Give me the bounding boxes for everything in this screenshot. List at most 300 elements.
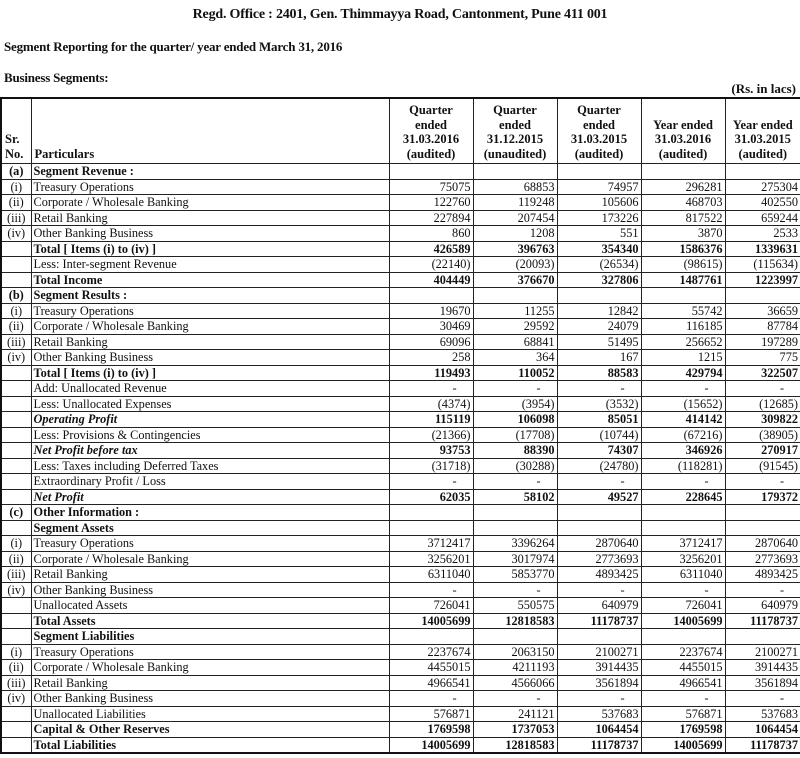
row-value-col-3: 85051 bbox=[557, 412, 641, 428]
row-value-col-1 bbox=[389, 164, 473, 180]
column-header-sr-no bbox=[1, 98, 31, 164]
row-value-col-1: 2237674 bbox=[389, 644, 473, 660]
row-value-col-3: (10744) bbox=[557, 427, 641, 443]
row-sr-no bbox=[1, 241, 31, 257]
row-value-col-3: 327806 bbox=[557, 272, 641, 288]
row-value-col-1: (22140) bbox=[389, 257, 473, 273]
section-subtitle: Business Segments: bbox=[4, 70, 109, 85]
row-value-col-1: 6311040 bbox=[389, 567, 473, 583]
table-row bbox=[1, 288, 800, 304]
row-value-col-1: 426589 bbox=[389, 241, 473, 257]
row-value-col-2: 207454 bbox=[473, 210, 557, 226]
table-row bbox=[1, 613, 800, 629]
row-sr-no: (iv) bbox=[1, 226, 31, 242]
row-value-col-5: 402550 bbox=[725, 195, 800, 211]
row-value-col-4: 2237674 bbox=[641, 644, 725, 660]
row-value-col-4 bbox=[641, 381, 725, 397]
row-sr-no bbox=[1, 629, 31, 645]
row-value-col-1: 258 bbox=[389, 350, 473, 366]
row-particulars: Add: Unallocated Revenue bbox=[31, 381, 389, 397]
row-sr-no: (iv) bbox=[1, 582, 31, 598]
row-value-col-4: 4455015 bbox=[641, 660, 725, 676]
row-value-col-3: 640979 bbox=[557, 598, 641, 614]
row-particulars: Other Information : bbox=[31, 505, 389, 521]
nil-dash: - bbox=[704, 381, 709, 396]
row-value-col-1: 14005699 bbox=[389, 737, 473, 753]
table-row bbox=[1, 505, 800, 521]
row-sr-no: (iv) bbox=[1, 350, 31, 366]
row-particulars: Corporate / Wholesale Banking bbox=[31, 195, 389, 211]
header-line: 31.03.2015 bbox=[734, 132, 791, 146]
table-row bbox=[1, 381, 800, 397]
header-line: Year ended bbox=[653, 117, 713, 132]
row-value-col-5: 2870640 bbox=[725, 536, 800, 552]
row-particulars: Other Banking Business bbox=[31, 226, 389, 242]
column-header-y-31-03-2016 bbox=[641, 98, 725, 164]
row-value-col-2: 376670 bbox=[473, 272, 557, 288]
nil-dash: - bbox=[536, 381, 541, 396]
header-line: 31.03.2016 bbox=[654, 132, 712, 146]
row-value-col-1: 115119 bbox=[389, 412, 473, 428]
row-value-col-4: 6311040 bbox=[641, 567, 725, 583]
row-sr-no bbox=[1, 396, 31, 412]
nil-dash: - bbox=[536, 691, 541, 706]
row-value-col-2: 119248 bbox=[473, 195, 557, 211]
table-header-row bbox=[1, 98, 800, 164]
row-value-col-2: 3396264 bbox=[473, 536, 557, 552]
table-row bbox=[1, 458, 800, 474]
row-particulars: Segment Results : bbox=[31, 288, 389, 304]
table-row bbox=[1, 629, 800, 645]
row-value-col-2: (17708) bbox=[473, 427, 557, 443]
row-value-col-1 bbox=[389, 288, 473, 304]
header-line: 31.03.2015 bbox=[570, 132, 628, 146]
row-sr-no: (ii) bbox=[1, 551, 31, 567]
header-line: (audited) bbox=[658, 146, 708, 161]
row-value-col-3 bbox=[557, 520, 641, 536]
row-value-col-4: (118281) bbox=[641, 458, 725, 474]
row-value-col-5: 322507 bbox=[725, 365, 800, 381]
table-row bbox=[1, 319, 800, 335]
nil-dash: - bbox=[620, 691, 625, 706]
row-particulars: Corporate / Wholesale Banking bbox=[31, 551, 389, 567]
row-value-col-2: (30288) bbox=[473, 458, 557, 474]
row-particulars: Unallocated Liabilities bbox=[31, 706, 389, 722]
row-value-col-4: 414142 bbox=[641, 412, 725, 428]
row-particulars: Treasury Operations bbox=[31, 536, 389, 552]
row-sr-no bbox=[1, 722, 31, 738]
row-value-col-1 bbox=[389, 505, 473, 521]
table-row bbox=[1, 675, 800, 691]
row-value-col-1 bbox=[389, 474, 473, 490]
row-sr-no: (a) bbox=[1, 164, 31, 180]
row-particulars: Total Income bbox=[31, 272, 389, 288]
row-value-col-2: 364 bbox=[473, 350, 557, 366]
row-value-col-2 bbox=[473, 691, 557, 707]
row-value-col-2 bbox=[473, 474, 557, 490]
table-row bbox=[1, 195, 800, 211]
row-sr-no bbox=[1, 412, 31, 428]
table-row bbox=[1, 164, 800, 180]
row-value-col-5: 1064454 bbox=[725, 722, 800, 738]
row-value-col-3: 2773693 bbox=[557, 551, 641, 567]
row-value-col-3: 2870640 bbox=[557, 536, 641, 552]
row-value-col-4 bbox=[641, 474, 725, 490]
row-value-col-2: (20093) bbox=[473, 257, 557, 273]
row-value-col-1: 4966541 bbox=[389, 675, 473, 691]
nil-dash: - bbox=[779, 381, 785, 396]
row-value-col-2 bbox=[473, 582, 557, 598]
row-particulars: Total Assets bbox=[31, 613, 389, 629]
row-value-col-1 bbox=[389, 582, 473, 598]
row-value-col-4 bbox=[641, 505, 725, 521]
header-line: 31.12.2015 bbox=[486, 132, 544, 146]
table-row bbox=[1, 226, 800, 242]
table-row bbox=[1, 303, 800, 319]
header-line: (audited) bbox=[738, 146, 788, 161]
row-value-col-4: 576871 bbox=[641, 706, 725, 722]
row-particulars: Corporate / Wholesale Banking bbox=[31, 660, 389, 676]
row-particulars: Other Banking Business bbox=[31, 691, 389, 707]
row-value-col-1 bbox=[389, 381, 473, 397]
table-row bbox=[1, 396, 800, 412]
row-value-col-5: (38905) bbox=[725, 427, 800, 443]
header-line: Quarter bbox=[409, 103, 453, 117]
row-value-col-5: (115634) bbox=[725, 257, 800, 273]
document-title: Segment Reporting for the quarter/ year ended March 31, 2016 bbox=[4, 39, 343, 54]
row-value-col-4: (67216) bbox=[641, 427, 725, 443]
row-particulars: Total Liabilities bbox=[31, 737, 389, 753]
row-value-col-4: 228645 bbox=[641, 489, 725, 505]
table-row bbox=[1, 272, 800, 288]
row-sr-no: (iv) bbox=[1, 691, 31, 707]
row-particulars: Treasury Operations bbox=[31, 179, 389, 195]
row-value-col-5 bbox=[725, 629, 800, 645]
row-value-col-5: 775 bbox=[725, 350, 800, 366]
table-row bbox=[1, 427, 800, 443]
table-row bbox=[1, 365, 800, 381]
row-particulars: Retail Banking bbox=[31, 567, 389, 583]
row-value-col-3: 11178737 bbox=[557, 737, 641, 753]
row-value-col-5: 2533 bbox=[725, 226, 800, 242]
row-value-col-1: 122760 bbox=[389, 195, 473, 211]
row-value-col-1: 69096 bbox=[389, 334, 473, 350]
column-header-q-31-12-2015 bbox=[473, 98, 557, 164]
row-sr-no bbox=[1, 474, 31, 490]
row-value-col-5: 197289 bbox=[725, 334, 800, 350]
row-value-col-2: 110052 bbox=[473, 365, 557, 381]
row-value-col-2: 550575 bbox=[473, 598, 557, 614]
row-particulars: Net Profit bbox=[31, 489, 389, 505]
row-value-col-3: (26534) bbox=[557, 257, 641, 273]
table-row bbox=[1, 691, 800, 707]
table-row bbox=[1, 598, 800, 614]
row-value-col-3 bbox=[557, 474, 641, 490]
row-value-col-4: 3870 bbox=[641, 226, 725, 242]
row-value-col-4: 116185 bbox=[641, 319, 725, 335]
row-value-col-5: 270917 bbox=[725, 443, 800, 459]
table-row bbox=[1, 179, 800, 195]
header-line: 31.03.2016 bbox=[402, 132, 460, 146]
row-particulars: Operating Profit bbox=[31, 412, 389, 428]
table-row bbox=[1, 350, 800, 366]
row-value-col-1: 3712417 bbox=[389, 536, 473, 552]
row-value-col-4 bbox=[641, 582, 725, 598]
table-row bbox=[1, 412, 800, 428]
column-header-y-31-03-2015 bbox=[725, 98, 800, 164]
row-value-col-2 bbox=[473, 520, 557, 536]
row-value-col-1: 726041 bbox=[389, 598, 473, 614]
row-value-col-1: 227894 bbox=[389, 210, 473, 226]
row-particulars: Net Profit before tax bbox=[31, 443, 389, 459]
row-value-col-4: 429794 bbox=[641, 365, 725, 381]
row-value-col-4 bbox=[641, 164, 725, 180]
table-row bbox=[1, 241, 800, 257]
row-value-col-3: 74307 bbox=[557, 443, 641, 459]
column-header-q-31-03-2016 bbox=[389, 98, 473, 164]
header-line: ended bbox=[583, 117, 615, 132]
row-value-col-5: 1339631 bbox=[725, 241, 800, 257]
row-value-col-4: 3256201 bbox=[641, 551, 725, 567]
row-value-col-3 bbox=[557, 505, 641, 521]
row-particulars: Less: Provisions & Contingencies bbox=[31, 427, 389, 443]
row-value-col-4: 1586376 bbox=[641, 241, 725, 257]
row-sr-no: (iii) bbox=[1, 210, 31, 226]
header-line: Quarter bbox=[577, 103, 621, 117]
row-value-col-2: 88390 bbox=[473, 443, 557, 459]
row-value-col-2: 3017974 bbox=[473, 551, 557, 567]
nil-dash: - bbox=[704, 474, 709, 489]
row-value-col-5: (12685) bbox=[725, 396, 800, 412]
row-value-col-5 bbox=[725, 520, 800, 536]
table-row bbox=[1, 582, 800, 598]
row-value-col-1: 4455015 bbox=[389, 660, 473, 676]
row-value-col-2: 12818583 bbox=[473, 737, 557, 753]
row-sr-no bbox=[1, 613, 31, 629]
row-value-col-3: 2100271 bbox=[557, 644, 641, 660]
row-value-col-2: 106098 bbox=[473, 412, 557, 428]
nil-dash: - bbox=[452, 474, 457, 489]
row-value-col-5 bbox=[725, 288, 800, 304]
row-value-col-5: 1223997 bbox=[725, 272, 800, 288]
row-sr-no: (ii) bbox=[1, 195, 31, 211]
row-sr-no: (ii) bbox=[1, 319, 31, 335]
row-value-col-1: 14005699 bbox=[389, 613, 473, 629]
table-row bbox=[1, 660, 800, 676]
row-value-col-3 bbox=[557, 582, 641, 598]
row-value-col-5 bbox=[725, 505, 800, 521]
row-value-col-2: 2063150 bbox=[473, 644, 557, 660]
row-value-col-5: 3914435 bbox=[725, 660, 800, 676]
row-particulars: Less: Unallocated Expenses bbox=[31, 396, 389, 412]
column-header-q-31-03-2015 bbox=[557, 98, 641, 164]
row-particulars: Extraordinary Profit / Loss bbox=[31, 474, 389, 490]
sr-line-2: No. bbox=[5, 146, 24, 161]
table-row bbox=[1, 334, 800, 350]
row-sr-no bbox=[1, 598, 31, 614]
row-value-col-1: 576871 bbox=[389, 706, 473, 722]
row-value-col-2: 396763 bbox=[473, 241, 557, 257]
row-value-col-4: 3712417 bbox=[641, 536, 725, 552]
row-value-col-5: (91545) bbox=[725, 458, 800, 474]
row-value-col-5 bbox=[725, 381, 800, 397]
row-value-col-5: 87784 bbox=[725, 319, 800, 335]
row-value-col-3: 105606 bbox=[557, 195, 641, 211]
row-particulars: Retail Banking bbox=[31, 334, 389, 350]
row-sr-no bbox=[1, 257, 31, 273]
row-value-col-1 bbox=[389, 520, 473, 536]
row-value-col-3: 3561894 bbox=[557, 675, 641, 691]
row-value-col-3: 537683 bbox=[557, 706, 641, 722]
row-value-col-3: 4893425 bbox=[557, 567, 641, 583]
table-row bbox=[1, 644, 800, 660]
row-value-col-4 bbox=[641, 629, 725, 645]
row-sr-no bbox=[1, 458, 31, 474]
row-value-col-4: 14005699 bbox=[641, 737, 725, 753]
row-sr-no bbox=[1, 381, 31, 397]
row-value-col-2: (3954) bbox=[473, 396, 557, 412]
row-value-col-1: 62035 bbox=[389, 489, 473, 505]
row-particulars: Segment Revenue : bbox=[31, 164, 389, 180]
header-line: (unaudited) bbox=[483, 146, 547, 161]
row-value-col-1: (4374) bbox=[389, 396, 473, 412]
row-value-col-2: 4211193 bbox=[473, 660, 557, 676]
row-value-col-5: 659244 bbox=[725, 210, 800, 226]
row-value-col-2 bbox=[473, 381, 557, 397]
row-value-col-2 bbox=[473, 164, 557, 180]
row-value-col-1: 860 bbox=[389, 226, 473, 242]
row-particulars: Less: Taxes including Deferred Taxes bbox=[31, 458, 389, 474]
row-sr-no bbox=[1, 272, 31, 288]
row-particulars: Other Banking Business bbox=[31, 582, 389, 598]
row-value-col-2: 29592 bbox=[473, 319, 557, 335]
row-value-col-3: 24079 bbox=[557, 319, 641, 335]
row-value-col-4 bbox=[641, 288, 725, 304]
row-value-col-3 bbox=[557, 164, 641, 180]
row-value-col-1: 93753 bbox=[389, 443, 473, 459]
row-value-col-3: 167 bbox=[557, 350, 641, 366]
row-value-col-4: 468703 bbox=[641, 195, 725, 211]
row-value-col-3: 11178737 bbox=[557, 613, 641, 629]
row-value-col-2: 5853770 bbox=[473, 567, 557, 583]
row-value-col-5: 3561894 bbox=[725, 675, 800, 691]
row-value-col-5: 11178737 bbox=[725, 613, 800, 629]
table-row bbox=[1, 520, 800, 536]
nil-dash: - bbox=[779, 582, 785, 597]
row-value-col-4: 296281 bbox=[641, 179, 725, 195]
row-sr-no: (i) bbox=[1, 536, 31, 552]
row-value-col-2: 12818583 bbox=[473, 613, 557, 629]
row-value-col-5: 309822 bbox=[725, 412, 800, 428]
row-value-col-5: 179372 bbox=[725, 489, 800, 505]
row-value-col-5 bbox=[725, 691, 800, 707]
row-value-col-4: 1769598 bbox=[641, 722, 725, 738]
header-line: Year ended bbox=[732, 117, 793, 132]
row-value-col-1: (31718) bbox=[389, 458, 473, 474]
row-sr-no bbox=[1, 706, 31, 722]
row-value-col-1: 404449 bbox=[389, 272, 473, 288]
row-particulars: Capital & Other Reserves bbox=[31, 722, 389, 738]
row-value-col-3: 12842 bbox=[557, 303, 641, 319]
table-row bbox=[1, 551, 800, 567]
nil-dash: - bbox=[779, 474, 785, 489]
row-particulars: Segment Assets bbox=[31, 520, 389, 536]
row-value-col-5: 11178737 bbox=[725, 737, 800, 753]
row-value-col-4: (15652) bbox=[641, 396, 725, 412]
row-sr-no: (iii) bbox=[1, 334, 31, 350]
units-note: (Rs. in lacs) bbox=[731, 81, 796, 96]
column-header-particulars: Particulars bbox=[31, 98, 389, 164]
row-value-col-5: 36659 bbox=[725, 303, 800, 319]
row-value-col-5 bbox=[725, 582, 800, 598]
row-value-col-2: 1208 bbox=[473, 226, 557, 242]
row-sr-no: (iii) bbox=[1, 567, 31, 583]
table-row bbox=[1, 443, 800, 459]
row-value-col-2: 1737053 bbox=[473, 722, 557, 738]
row-value-col-5 bbox=[725, 474, 800, 490]
row-value-col-3 bbox=[557, 691, 641, 707]
row-sr-no bbox=[1, 737, 31, 753]
row-particulars: Corporate / Wholesale Banking bbox=[31, 319, 389, 335]
row-value-col-5: 4893425 bbox=[725, 567, 800, 583]
nil-dash: - bbox=[704, 691, 709, 706]
table-row bbox=[1, 737, 800, 753]
table-row bbox=[1, 567, 800, 583]
row-value-col-1: 119493 bbox=[389, 365, 473, 381]
row-value-col-2: 58102 bbox=[473, 489, 557, 505]
row-particulars: Total [ Items (i) to (iv) ] bbox=[31, 241, 389, 257]
table-row bbox=[1, 706, 800, 722]
row-value-col-4 bbox=[641, 691, 725, 707]
nil-dash: - bbox=[452, 381, 457, 396]
row-value-col-1 bbox=[389, 691, 473, 707]
row-sr-no: (b) bbox=[1, 288, 31, 304]
row-value-col-5: 537683 bbox=[725, 706, 800, 722]
row-particulars: Retail Banking bbox=[31, 210, 389, 226]
row-value-col-2: 4566066 bbox=[473, 675, 557, 691]
row-value-col-3 bbox=[557, 288, 641, 304]
row-value-col-2 bbox=[473, 288, 557, 304]
row-value-col-4: 1215 bbox=[641, 350, 725, 366]
row-value-col-4: (98615) bbox=[641, 257, 725, 273]
row-value-col-4: 817522 bbox=[641, 210, 725, 226]
nil-dash: - bbox=[620, 474, 625, 489]
header-line: ended bbox=[499, 117, 531, 132]
row-particulars: Retail Banking bbox=[31, 675, 389, 691]
row-value-col-3: 551 bbox=[557, 226, 641, 242]
row-value-col-4: 14005699 bbox=[641, 613, 725, 629]
row-value-col-3: 354340 bbox=[557, 241, 641, 257]
row-sr-no: (c) bbox=[1, 505, 31, 521]
table-body bbox=[1, 164, 800, 754]
row-value-col-1: (21366) bbox=[389, 427, 473, 443]
header-line: (audited) bbox=[574, 146, 624, 161]
row-sr-no bbox=[1, 520, 31, 536]
row-value-col-3 bbox=[557, 381, 641, 397]
table-row bbox=[1, 210, 800, 226]
row-value-col-2: 68853 bbox=[473, 179, 557, 195]
row-particulars: Total [ Items (i) to (iv) ] bbox=[31, 365, 389, 381]
row-sr-no: (i) bbox=[1, 303, 31, 319]
nil-dash: - bbox=[536, 474, 541, 489]
row-value-col-4: 55742 bbox=[641, 303, 725, 319]
row-value-col-2: 241121 bbox=[473, 706, 557, 722]
row-value-col-3: 49527 bbox=[557, 489, 641, 505]
table-row bbox=[1, 722, 800, 738]
row-value-col-1: 1769598 bbox=[389, 722, 473, 738]
nil-dash: - bbox=[620, 582, 625, 597]
row-particulars: Unallocated Assets bbox=[31, 598, 389, 614]
